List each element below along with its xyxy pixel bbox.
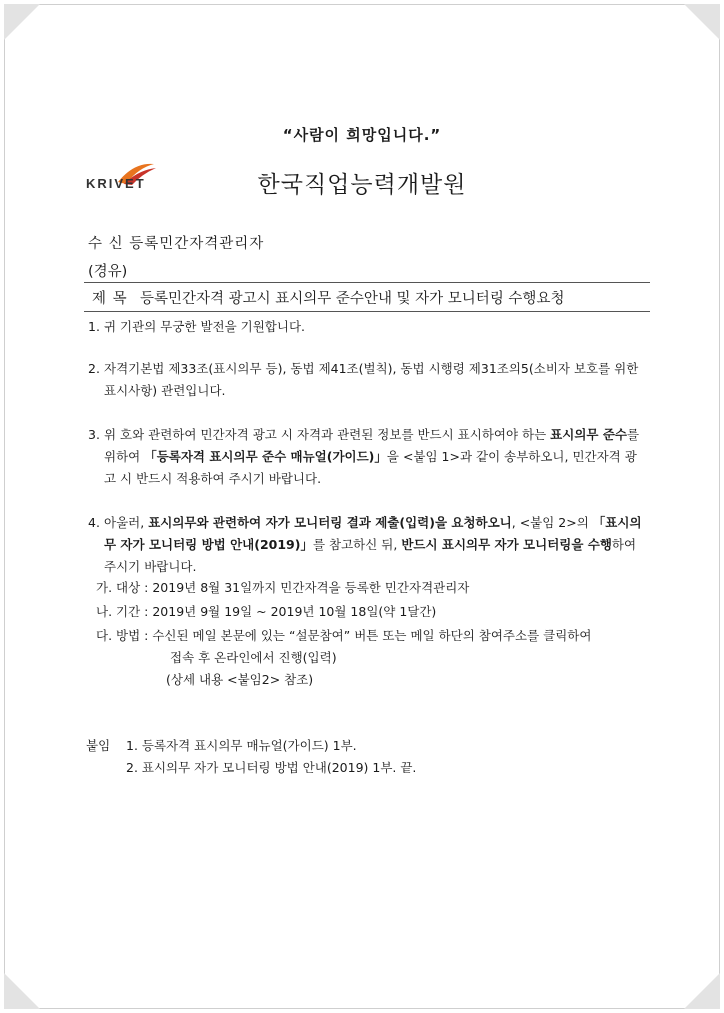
recipient-label: 수 신 bbox=[88, 236, 124, 252]
paragraph-3 bbox=[88, 424, 648, 490]
sub-item-method-cont: 접속 후 온라인에서 진행(입력) bbox=[170, 650, 337, 665]
attachment-item-2: 2. 표시의무 자가 모니터링 방법 안내(2019) 1부. 끝. bbox=[126, 760, 417, 775]
page-corner-top-right bbox=[684, 4, 720, 40]
subject-value: 등록민간자격 광고시 표시의무 준수안내 및 자가 모니터링 수행요청 bbox=[140, 291, 565, 307]
subject-row bbox=[84, 282, 650, 312]
organization-name: 한국직업능력개발원 bbox=[257, 172, 467, 198]
sub-item-method: 다. 방법 : 수신된 메일 본문에 있는 “설문참여” 버튼 또는 메일 하단의 참여주소를 클릭하여 bbox=[96, 628, 592, 643]
paragraph-4 bbox=[88, 512, 648, 578]
recipient-value: 등록민간자격관리자 bbox=[129, 236, 265, 252]
page-corner-bottom-left bbox=[4, 973, 40, 1009]
paragraph-2 bbox=[88, 358, 648, 402]
paragraph-1 bbox=[88, 316, 648, 338]
slogan: “사람이 희망입니다.” bbox=[282, 126, 442, 144]
paragraph-number: 4. bbox=[88, 515, 100, 530]
attachment-label: 붙임 bbox=[86, 738, 111, 753]
paragraph-number: 2. bbox=[88, 361, 100, 376]
document-page bbox=[4, 4, 720, 1009]
via-line: (경유) bbox=[88, 264, 128, 280]
attachment-item-1: 1. 등록자격 표시의무 매뉴얼(가이드) 1부. bbox=[126, 738, 357, 753]
paragraph-text: 자격기본법 제33조(표시의무 등), 동법 제41조(벌칙), 동법 시행령 제31조의5(소비자 보호를 위한 표시사항) 관련입니다. bbox=[104, 361, 639, 398]
page-corner-top-left bbox=[4, 4, 40, 40]
paragraph-text: 아울러, 표시의무와 관련하여 자가 모니터링 결과 제출(입력)을 요청하오니, <붙임 2>의 「표시의무 자가 모니터링 방법 안내(2019)」를 참고하신 뒤, 반드시 표시의무 자가 모니터링을 수행하여 주시기 바랍니다. bbox=[104, 515, 642, 574]
paragraph-number: 3. bbox=[88, 427, 100, 442]
subject-label: 제 목 bbox=[92, 291, 128, 307]
logo-text: KRIVET bbox=[86, 176, 146, 191]
paragraph-text: 귀 기관의 무궁한 발전을 기원합니다. bbox=[104, 319, 305, 334]
sub-item-method-note: (상세 내용 <붙임2> 참조) bbox=[166, 672, 314, 687]
sub-item-period: 나. 기간 : 2019년 9월 19일 ~ 2019년 10월 18일(약 1달간) bbox=[96, 604, 437, 619]
paragraph-number: 1. bbox=[88, 319, 100, 334]
sub-item-target: 가. 대상 : 2019년 8월 31일까지 민간자격을 등록한 민간자격관리자 bbox=[96, 580, 470, 595]
paragraph-text: 위 호와 관련하여 민간자격 광고 시 자격과 관련된 정보를 반드시 표시하여야 하는 표시의무 준수를 위하여 「등록자격 표시의무 준수 매뉴얼(가이드)」을 <붙임 1>과 같이 송부하오니, 민간자격 광고 시 반드시 적용하여 주시기 바랍니다. bbox=[104, 427, 640, 486]
recipient-line bbox=[88, 232, 264, 253]
page-corner-bottom-right bbox=[684, 973, 720, 1009]
